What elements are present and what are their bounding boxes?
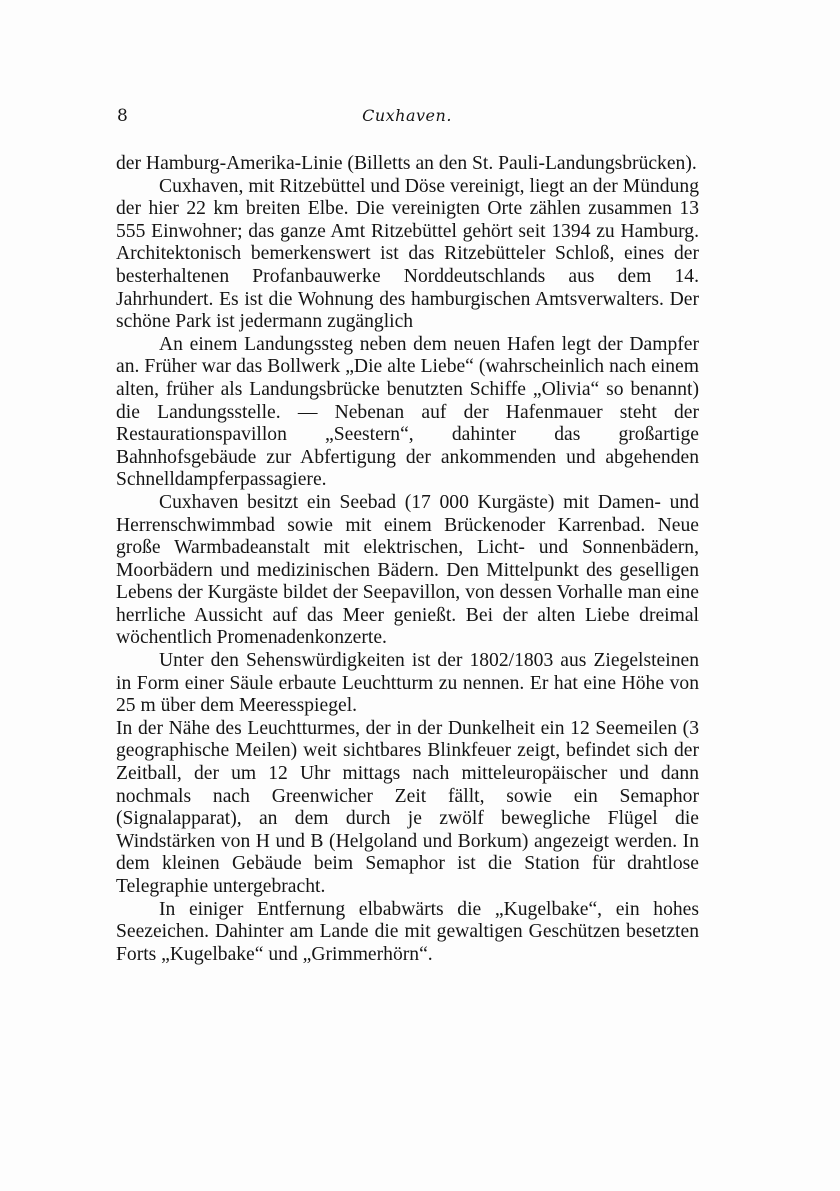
paragraph-semaphor: In der Nähe des Leuchtturmes, der in der Dunkelheit ein 12 Seemeilen (3 geographische Meilen) weit sichtbares Blinkfeuer zeigt, befindet sich der Zeitball, der um 12 Uhr mittags nach mitteleuropäischer und dann nochmals nach Greenwicher Zeit fällt, sowie ein Semaphor (Signalapparat), an dem durch je zwölf bewegliche Flügel die Windstärken von H und B (Helgoland und Borkum) angezeigt werden. In dem kleinen Gebäude beim Semaphor ist die Station für drahtlose Telegraphie untergebracht.	[116, 717, 699, 897]
paragraph-lighthouse: Unter den Sehenswürdigkeiten ist der 1802/1803 aus Ziegelsteinen in Form einer Säule erbaute Leuchtturm zu nennen. Er hat eine Höhe von 25 m über dem Meeresspiegel.	[116, 650, 699, 717]
page-number: 8	[117, 106, 128, 126]
paragraph-seaside-resort: Cuxhaven besitzt ein Seebad (17 000 Kurgäste) mit Damen- und Herrenschwimmbad sowie mit einem Brückenoder Karrenbad. Neue große Warmbadeanstalt mit elektrischen, Licht- und Sonnenbädern, Moorbädern und medizinischen Bädern. Den Mittelpunkt des geselligen Lebens der Kurgäste bildet der Seepavillon, von dessen Vorhalle man eine herrliche Aussicht auf das Meer genießt. Bei der alten Liebe dreimal wöchentlich Promenadenkonzerte.	[116, 491, 699, 649]
paragraph-continuation: der Hamburg-Amerika-Linie (Billetts an den St. Pauli-Landungsbrücken).	[116, 153, 697, 174]
running-title: Cuxhaven.	[362, 106, 452, 125]
page-header	[117, 106, 697, 134]
body-text	[116, 153, 699, 966]
paragraph-kugelbake: In einiger Entfernung elbabwärts die „Kugelbake“, ein hohes Seezeichen. Dahinter am Lande die mit gewaltigen Geschützen besetzten Forts „Kugelbake“ und „Grimmerhörn“.	[116, 898, 699, 965]
paragraph-landing-stage: An einem Landungssteg neben dem neuen Hafen legt der Dampfer an. Früher war das Bollwerk „Die alte Liebe“ (wahrscheinlich nach einem alten, früher als Landungsbrücke benutzten Schiffe „Olivia“ so benannt) die Landungsstelle. — Nebenan auf der Hafenmauer steht der Restaurationspavillon „Seestern“, dahinter das großartige Bahnhofsgebäude zur Abfertigung der ankommenden und abgehenden Schnelldampferpassagiere.	[116, 333, 699, 491]
paragraph-cuxhaven-overview: Cuxhaven, mit Ritzebüttel und Döse vereinigt, liegt an der Mündung der hier 22 km breiten Elbe. Die vereinigten Orte zählen zusammen 13 555 Einwohner; das ganze Amt Ritzebüttel gehört seit 1394 zu Hamburg. Architektonisch bemerkenswert ist das Ritzebütteler Schloß, eines der besterhaltenen Profanbauwerke Norddeutschlands aus dem 14. Jahrhundert. Es ist die Wohnung des hamburgischen Amtsverwalters. Der schöne Park ist jedermann zugänglich	[116, 175, 699, 333]
